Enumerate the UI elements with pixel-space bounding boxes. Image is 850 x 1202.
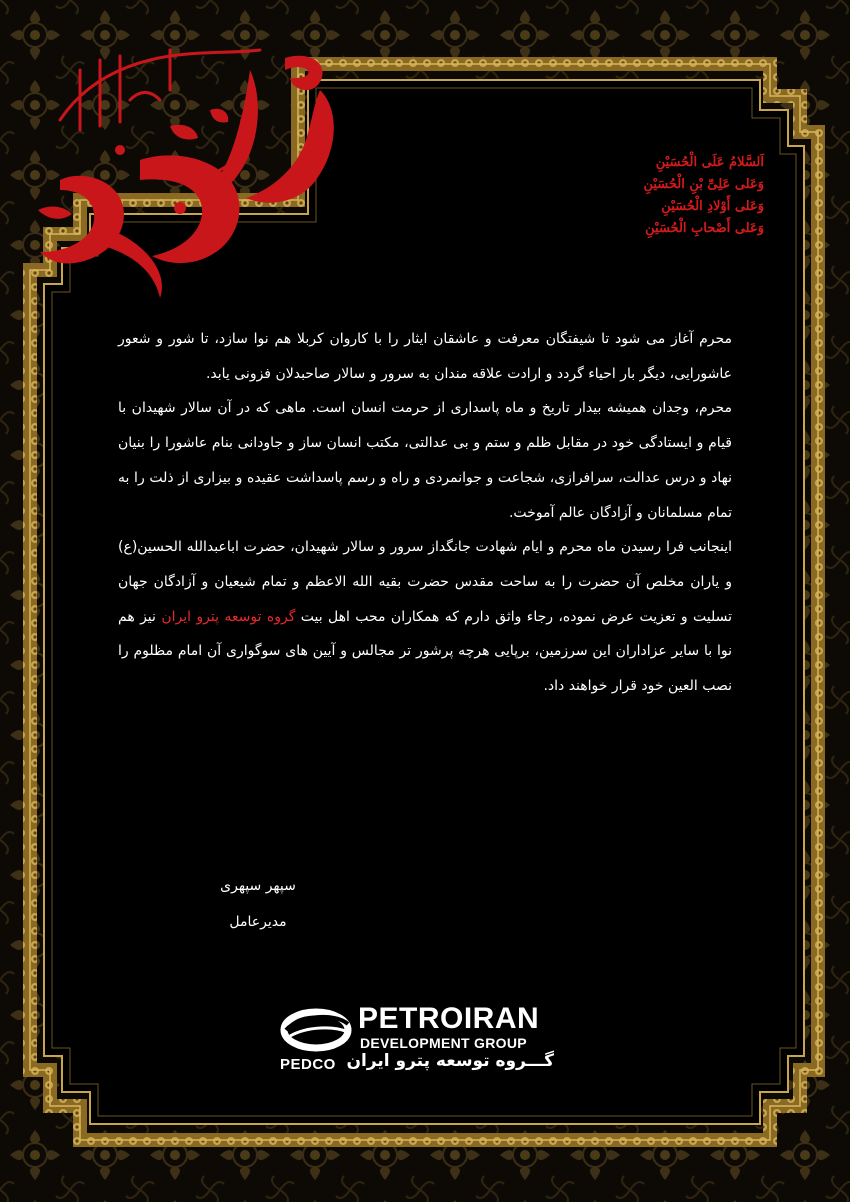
salutation-line: وَعَلی أَصْحابِ الْحُسَیْنِ <box>645 221 764 236</box>
salutations-block <box>504 152 764 240</box>
letter-paragraph <box>118 530 732 704</box>
signature-block <box>198 868 318 940</box>
logo-company-name: PETROIRAN <box>358 1002 540 1035</box>
company-logo <box>278 1002 558 1082</box>
salutation-line: اَلسَّلامُ عَلَی الْحُسَیْنِ <box>655 155 764 170</box>
salutation-line: وَعَلی عَلِیِّ بْنِ الْحُسَیْنِ <box>643 177 764 192</box>
logo-subtitle: DEVELOPMENT GROUP <box>360 1035 527 1051</box>
letter-paragraph: محرم آغاز می شود تا شیفتگان معرفت و عاشقان ایثار را با کاروان کربلا هم نوا سازد، تا شور و شعور عاشورایی، دیگر بار احیاء گردد و ارادت علاقه مندان به سرور و سالار صاحبدلان فزونی یابد. <box>118 331 732 382</box>
paragraph-text: نیز هم نوا با سایر عزاداران این سرزمین، برپایی هرچه پرشور تر مجالس و آیین های سوگواری آن امام مظلوم را نصب العین خود قرار خواهند داد. <box>118 608 732 695</box>
logo-abbr: PEDCO <box>280 1056 336 1073</box>
salutation-line: وَعَلی أَوْلادِ الْحُسَیْنِ <box>661 199 764 214</box>
letter-body <box>118 322 732 704</box>
paragraph-text: اینجانب فرا رسیدن ماه محرم و ایام شهادت جانگداز سرور و سالار شهیدان، حضرت اباعبدالله الحسین(ع) و یاران مخلص آن حضرت را به ساحت مقدس حضرت بقیه الله الاعظم و تمام شیعیان و آزادگان جهان تسلیت و تعزیت عرض نموده، رجاء واثق دارم که همکاران محب اهل بیت <box>118 539 733 625</box>
logo-persian-name: گـــروه توسعه پترو ایران <box>346 1051 554 1071</box>
letter-paragraph: محرم، وجدان همیشه بیدار تاریخ و ماه پاسداری از حرمت انسان است. ماهی که در آن سالار شهیدان با قیام و ایستادگی خود در مقابل ظلم و ستم و بی عدالتی، مکتب انسان ساز و جاودانی بنام عاشورا را بنیان نهاد و درس عدالت، سرافرازی، شجاعت و جوانمردی و راه و رسم پاسداشت عقیده و بیزاری از ذلت را به تمام مسلمانان و آزادگان عالم آموخت. <box>118 400 732 521</box>
hussein-calligraphy-logo <box>20 30 360 300</box>
signatory-name: سپهر سپهری <box>220 878 296 894</box>
company-name-highlight: گروه توسعه پترو ایران <box>161 608 296 625</box>
signatory-title: مدیرعامل <box>229 914 287 930</box>
